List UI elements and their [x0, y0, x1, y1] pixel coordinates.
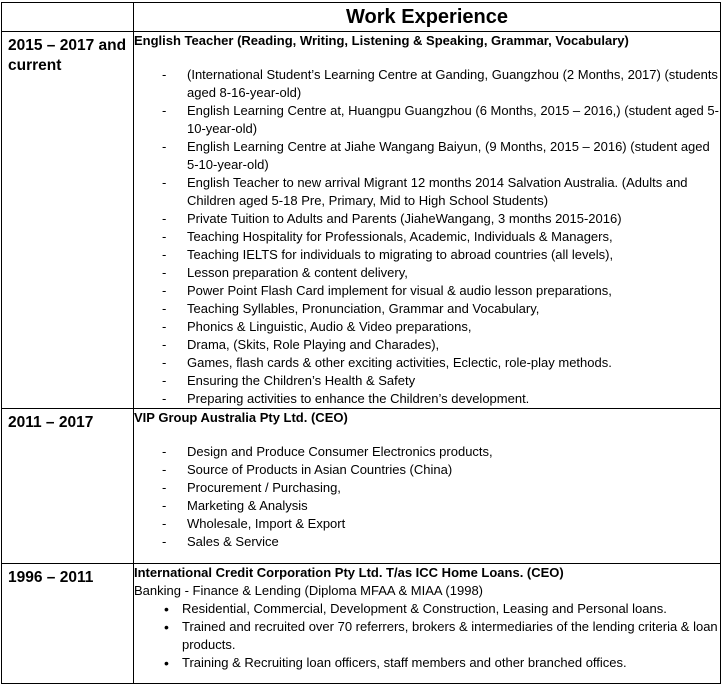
list-item: - Procurement / Purchasing,	[134, 479, 720, 497]
list-item: - Wholesale, Import & Export	[134, 515, 720, 533]
list-item: • Trained and recruited over 70 referrers, brokers & intermediaries of the lending criteria & loan products.	[134, 618, 720, 654]
experience-row-vip-group	[2, 409, 721, 564]
list-item: - Private Tuition to Adults and Parents (JiaheWangang, 3 months 2015-2016)	[134, 210, 720, 228]
list-item: - Teaching IELTS for individuals to migrating to abroad countries (all levels),	[134, 246, 720, 264]
header-empty-cell	[2, 3, 134, 32]
period-cell	[2, 32, 134, 409]
list-item: - Phonics & Linguistic, Audio & Video preparations,	[134, 318, 720, 336]
details-cell	[134, 32, 721, 409]
period-label: 2015 – 2017 and current	[8, 37, 127, 74]
period-cell	[2, 564, 134, 684]
list-item: • Residential, Commercial, Development & Construction, Leasing and Personal loans.	[134, 600, 720, 618]
list-item: - Games, flash cards & other exciting activities, Eclectic, role-play methods.	[134, 354, 720, 372]
list-item: - Sales & Service	[134, 533, 720, 551]
role-title: VIP Group Australia Pty Ltd. (CEO)	[134, 410, 348, 425]
list-item: - Lesson preparation & content delivery,	[134, 264, 720, 282]
header-title-cell	[134, 3, 721, 32]
list-item: - Source of Products in Asian Countries (China)	[134, 461, 720, 479]
role-title: International Credit Corporation Pty Ltd. T/as ICC Home Loans. (CEO)	[134, 565, 564, 580]
experience-row-teacher	[2, 32, 721, 409]
duty-list	[134, 600, 720, 672]
period-label: 2011 – 2017	[8, 414, 94, 431]
list-item: - English Learning Centre at, Huangpu Guangzhou (6 Months, 2015 – 2016,) (student aged 5-10-year-old)	[134, 102, 720, 138]
header-row	[2, 3, 721, 32]
details-cell	[134, 564, 721, 684]
period-cell	[2, 409, 134, 564]
list-item: - English Teacher to new arrival Migrant 12 months 2014 Salvation Australia. (Adults and Children aged 5-18 Pre, Primary, Mid to High School Students)	[134, 174, 720, 210]
duty-list	[134, 66, 720, 408]
list-item: - Ensuring the Children’s Health & Safety	[134, 372, 720, 390]
list-item: - (International Student’s Learning Centre at Ganding, Guangzhou (2 Months, 2017) (students aged 8-16-year-old)	[134, 66, 720, 102]
period-label: 1996 – 2011	[8, 569, 94, 586]
list-item: - Marketing & Analysis	[134, 497, 720, 515]
list-item: - Teaching Hospitality for Professionals, Academic, Individuals & Managers,	[134, 228, 720, 246]
duty-list	[134, 443, 720, 551]
list-item: - Design and Produce Consumer Electronics products,	[134, 443, 720, 461]
page-title: Work Experience	[346, 6, 508, 28]
work-experience-table	[1, 2, 721, 684]
list-item: • Training & Recruiting loan officers, staff members and other branched offices.	[134, 654, 720, 672]
list-item: - Preparing activities to enhance the Children’s development.	[134, 390, 720, 408]
list-item: - Power Point Flash Card implement for visual & audio lesson preparations,	[134, 282, 720, 300]
list-item: - English Learning Centre at Jiahe Wangang Baiyun, (9 Months, 2015 – 2016) (student aged 5-10-year-old)	[134, 138, 720, 174]
role-title: English Teacher (Reading, Writing, Listening & Speaking, Grammar, Vocabulary)	[134, 33, 629, 48]
details-cell	[134, 409, 721, 564]
list-item: - Teaching Syllables, Pronunciation, Grammar and Vocabulary,	[134, 300, 720, 318]
experience-row-icc	[2, 564, 721, 684]
list-item: - Drama, (Skits, Role Playing and Charades),	[134, 336, 720, 354]
role-subtitle: Banking - Finance & Lending (Diploma MFAA & MIAA (1998)	[134, 583, 484, 598]
